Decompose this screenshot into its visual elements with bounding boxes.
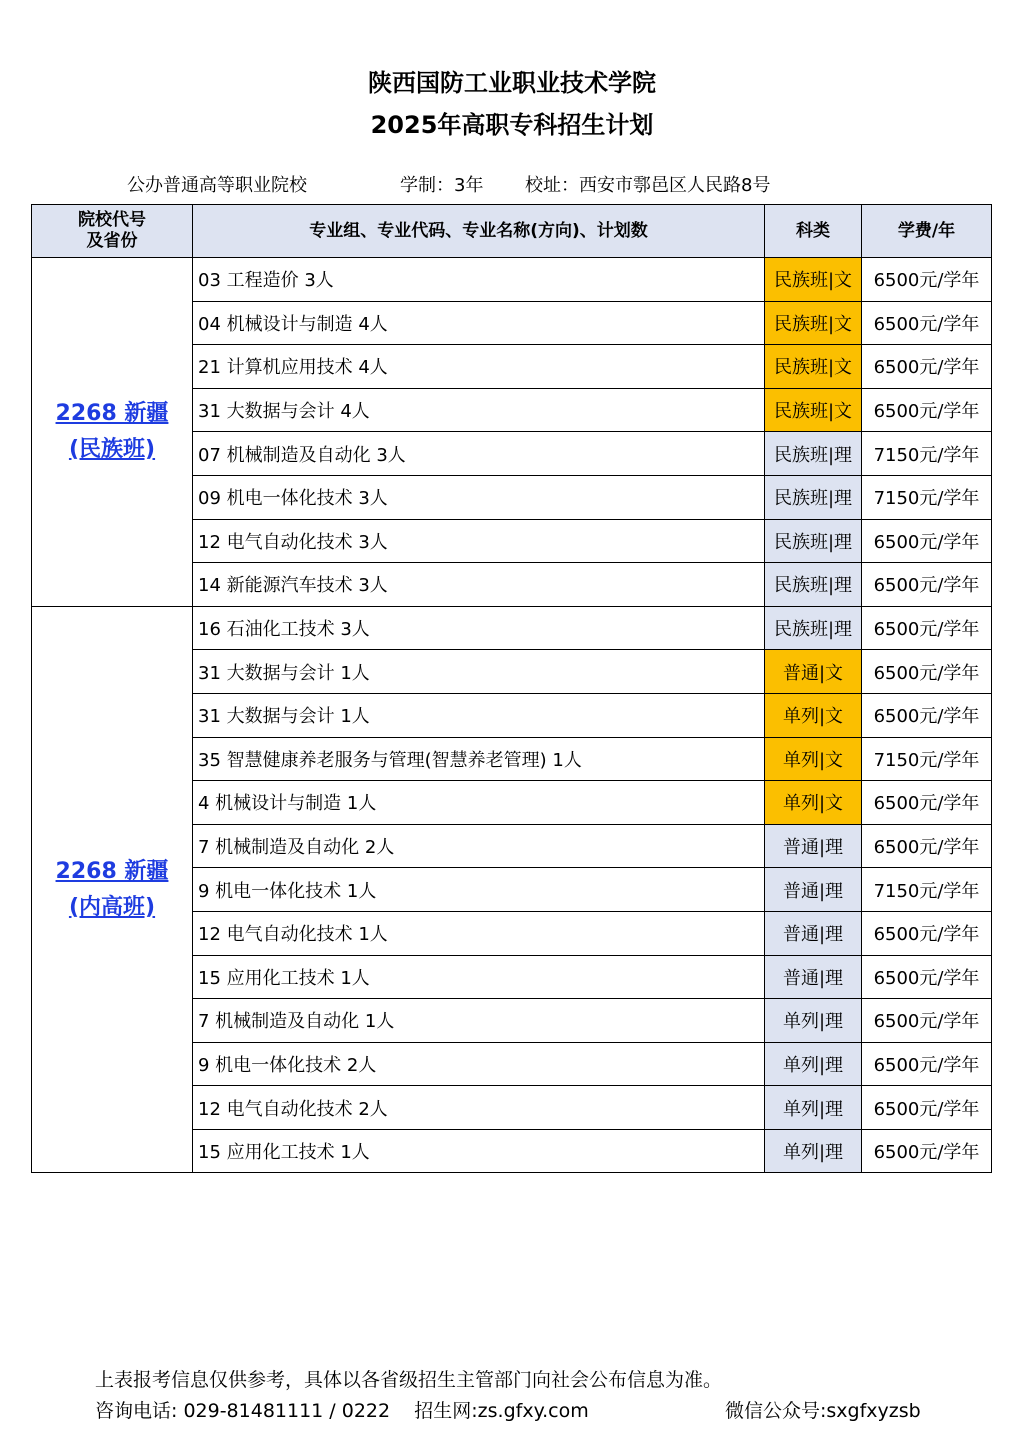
major-cell: 31 大数据与会计 1人 [193,693,765,737]
footer-note: 上表报考信息仅供参考，具体以各省级招生主管部门向社会公布信息为准。 [95,1369,723,1391]
subject-cell: 民族班|文 [765,388,862,432]
major-cell: 9 机电一体化技术 2人 [193,1042,765,1086]
fee-cell: 6500元/学年 [862,911,992,955]
major-cell: 15 应用化工技术 1人 [193,955,765,999]
header-school: 院校代号 及省份 [32,205,193,258]
major-cell: 31 大数据与会计 1人 [193,650,765,694]
fee-cell: 6500元/学年 [862,519,992,563]
subject-cell: 普通|理 [765,868,862,912]
subject-cell: 民族班|文 [765,258,862,302]
subject-cell: 普通|理 [765,911,862,955]
major-cell: 03 工程造价 3人 [193,258,765,302]
school-code-cell [32,606,193,1173]
fee-cell: 6500元/学年 [862,1129,992,1173]
table-row [32,606,992,650]
major-cell: 12 电气自动化技术 3人 [193,519,765,563]
school-type: 公办普通高等职业院校 [127,175,307,196]
fee-cell: 6500元/学年 [862,781,992,825]
table-row [32,258,992,302]
major-cell: 4 机械设计与制造 1人 [193,781,765,825]
subject-cell: 单列|理 [765,1042,862,1086]
major-cell: 31 大数据与会计 4人 [193,388,765,432]
subject-cell: 单列|理 [765,999,862,1043]
study-duration: 学制：3年 [400,175,484,196]
subject-cell: 单列|文 [765,781,862,825]
fee-cell: 6500元/学年 [862,693,992,737]
school-info [0,171,1024,195]
fee-cell: 6500元/学年 [862,258,992,302]
enrollment-table [31,204,992,1173]
fee-cell: 6500元/学年 [862,388,992,432]
subject-cell: 民族班|理 [765,519,862,563]
major-cell: 16 石油化工技术 3人 [193,606,765,650]
footer-wechat: 微信公众号:sxgfxyzsb [725,1400,921,1422]
major-cell: 04 机械设计与制造 4人 [193,301,765,345]
page-title: 陕西国防工业职业技术学院 [368,69,656,97]
fee-cell: 7150元/学年 [862,868,992,912]
header-major: 专业组、专业代码、专业名称(方向)、计划数 [193,205,765,258]
major-cell: 07 机械制造及自动化 3人 [193,432,765,476]
subject-cell: 单列|文 [765,693,862,737]
fee-cell: 6500元/学年 [862,345,992,389]
major-cell: 12 电气自动化技术 1人 [193,911,765,955]
page-subtitle: 2025年高职专科招生计划 [370,111,654,139]
major-cell: 09 机电一体化技术 3人 [193,475,765,519]
fee-cell: 6500元/学年 [862,563,992,607]
subject-cell: 单列|理 [765,1129,862,1173]
subject-cell: 普通|理 [765,824,862,868]
fee-cell: 6500元/学年 [862,606,992,650]
fee-cell: 7150元/学年 [862,432,992,476]
fee-cell: 6500元/学年 [862,650,992,694]
major-cell: 9 机电一体化技术 1人 [193,868,765,912]
table-header-row [32,205,992,258]
school-code-link[interactable]: 2268 新疆 [55,858,169,884]
footer-contact: 咨询电话: 029-81481111 / 0222 招生网:zs.gfxy.com [95,1400,589,1422]
fee-cell: 7150元/学年 [862,475,992,519]
subject-cell: 普通|理 [765,955,862,999]
major-cell: 15 应用化工技术 1人 [193,1129,765,1173]
subject-cell: 民族班|文 [765,345,862,389]
class-type-link[interactable]: (民族班) [68,436,156,462]
fee-cell: 6500元/学年 [862,824,992,868]
subject-cell: 民族班|理 [765,475,862,519]
major-cell: 12 电气自动化技术 2人 [193,1086,765,1130]
header-subject: 科类 [765,205,862,258]
subject-cell: 单列|理 [765,1086,862,1130]
header-fee: 学费/年 [862,205,992,258]
subject-cell: 民族班|文 [765,301,862,345]
fee-cell: 6500元/学年 [862,955,992,999]
major-cell: 21 计算机应用技术 4人 [193,345,765,389]
subject-cell: 民族班|理 [765,606,862,650]
major-cell: 7 机械制造及自动化 1人 [193,999,765,1043]
subject-cell: 民族班|理 [765,563,862,607]
class-type-link[interactable]: (内高班) [68,894,156,920]
fee-cell: 6500元/学年 [862,1042,992,1086]
school-code-link[interactable]: 2268 新疆 [55,400,169,426]
major-cell: 7 机械制造及自动化 2人 [193,824,765,868]
major-cell: 14 新能源汽车技术 3人 [193,563,765,607]
fee-cell: 6500元/学年 [862,1086,992,1130]
major-cell: 35 智慧健康养老服务与管理(智慧养老管理) 1人 [193,737,765,781]
fee-cell: 6500元/学年 [862,999,992,1043]
school-address: 校址：西安市鄠邑区人民路8号 [525,175,771,196]
fee-cell: 6500元/学年 [862,301,992,345]
subject-cell: 单列|文 [765,737,862,781]
subject-cell: 普通|文 [765,650,862,694]
school-code-cell [32,258,193,607]
subject-cell: 民族班|理 [765,432,862,476]
fee-cell: 7150元/学年 [862,737,992,781]
